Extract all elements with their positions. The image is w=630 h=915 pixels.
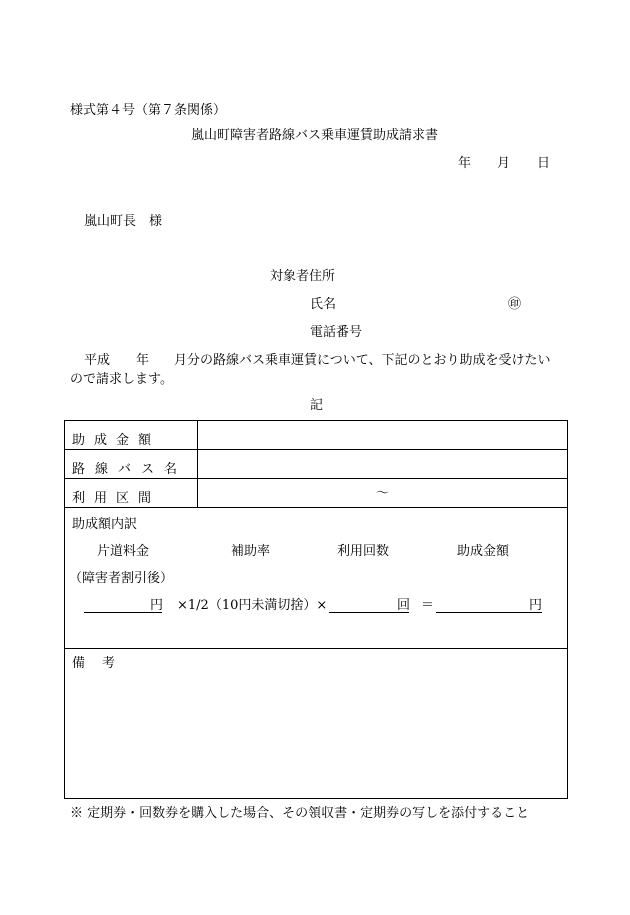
table-row: [65, 479, 567, 508]
amount-yen: 円: [529, 598, 543, 613]
addressee: 嵐山町長 様: [84, 214, 163, 229]
col-subsidy-amount: 助成金額: [457, 544, 510, 559]
fare-yen: 円: [150, 598, 164, 613]
page-title: 嵐山町障害者路線バス乗車運賃助成請求書: [191, 128, 439, 143]
breakdown-section: [65, 508, 567, 649]
breakdown-heading: 助成額内訳: [72, 517, 138, 532]
subsidy-table: [64, 420, 568, 799]
row-label-amount: 助成金額: [72, 433, 161, 448]
count-unit: 回: [397, 598, 411, 613]
phone-label: 電話番号: [310, 325, 363, 340]
fare-note: （障害者割引後）: [69, 571, 174, 586]
address-label: 対象者住所: [270, 269, 336, 284]
table-row: [65, 450, 567, 479]
row-label-section: 利用区間: [72, 491, 161, 506]
col-subsidy-rate: 補助率: [231, 544, 271, 559]
request-year: 年: [136, 353, 150, 368]
column-divider: [197, 421, 198, 508]
table-row: [65, 421, 567, 450]
col-usage-count: 利用回数: [337, 544, 390, 559]
equals-sign: ＝: [421, 598, 435, 613]
request-line2: ので請求します。: [70, 372, 173, 387]
request-era: 平成: [84, 353, 111, 368]
remarks-label: 備 考: [72, 656, 118, 671]
name-label: 氏名: [310, 297, 337, 312]
seal-mark: ㊞: [508, 297, 522, 312]
col-oneway-fare: 片道料金: [97, 544, 150, 559]
amount-blank[interactable]: [436, 612, 542, 613]
footnote: ※ 定期券・回数券を購入した場合、その領収書・定期券の写しを添付すること: [70, 806, 530, 821]
row-label-route: 路線バス名: [72, 462, 188, 477]
ki-heading: 記: [310, 398, 324, 413]
section-tilde: ～: [376, 486, 390, 501]
date-day: 日: [537, 156, 551, 171]
request-month-text: 月分の路線バス乗車運賃について、下記のとおり助成を受けたい: [174, 353, 551, 368]
form-number: 様式第４号（第７条関係）: [70, 103, 227, 118]
date-month: 月: [497, 156, 511, 171]
rate-text: ×1/2（10円未満切捨）×: [177, 598, 328, 613]
date-year: 年: [458, 156, 472, 171]
